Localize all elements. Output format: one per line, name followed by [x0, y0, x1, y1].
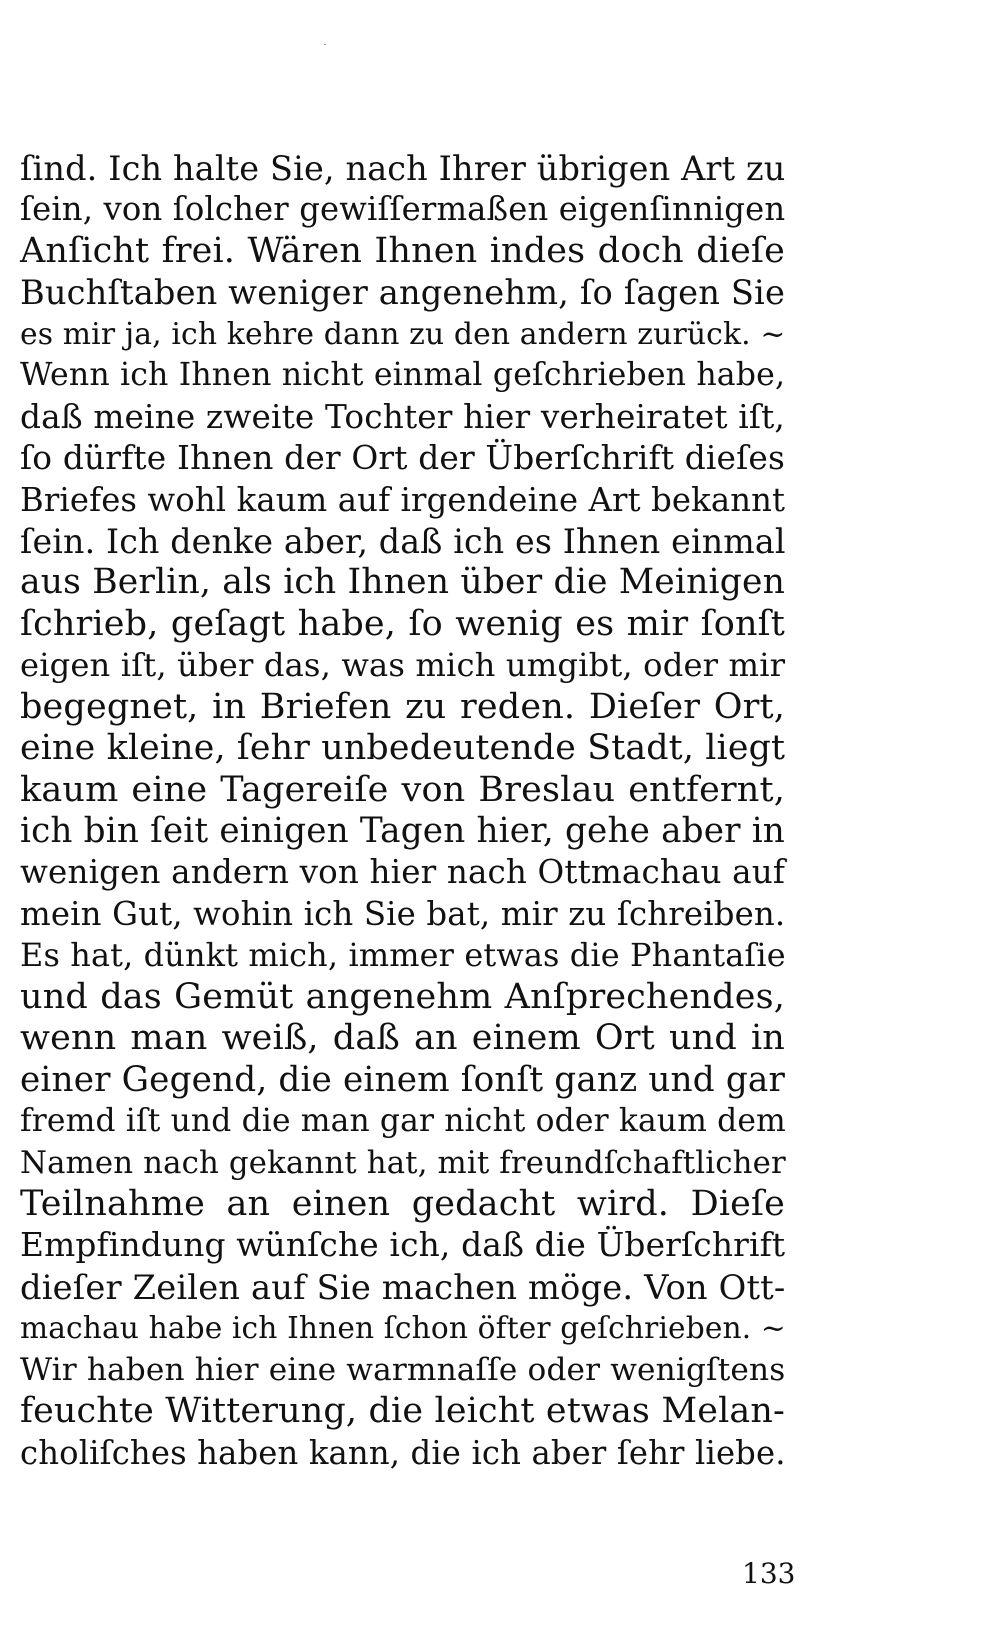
text-line-12: ſchrieb, geſagt habe, ſo wenig es mir ſonſt	[20, 603, 785, 644]
text-line-16: kaum eine Tagereiſe von Breslau entfernt,	[20, 769, 785, 810]
text-line-7: daß meine zweite Tochter hier verheiratet iſt,	[20, 397, 785, 436]
text-line-2: ſein, von ſolcher gewiſſermaßen eigenſinnigen	[20, 190, 786, 229]
text-line-25: Namen nach gekannt hat, mit freundſchaftlicher	[20, 1144, 786, 1181]
text-line-6: Wenn ich Ihnen nicht einmal geſchrieben habe,	[20, 357, 786, 394]
text-line-26: Teilnahme an einen gedacht wird. Dieſe	[20, 1183, 785, 1224]
text-line-32: choliſches haben kann, die ich aber ſehr liebe.	[20, 1433, 786, 1472]
text-line-10: ſein. Ich denke aber, daß ich es Ihnen einmal	[20, 521, 786, 561]
text-line-4: Buchſtaben weniger angenehm, ſo ſagen Sie	[20, 273, 785, 313]
text-line-24: fremd iſt und die man gar nicht oder kaum dem	[20, 1103, 786, 1140]
scan-speck	[324, 44, 326, 45]
text-line-11: aus Berlin, als ich Ihnen über die Meinigen	[20, 562, 786, 603]
text-line-20: Es hat, dünkt mich, immer etwas die Phantaſie	[20, 936, 786, 975]
text-line-27: Empfindung wünſche ich, daß die Überſchrift	[20, 1226, 786, 1265]
page-number: 133	[742, 1557, 796, 1590]
text-line-31: feuchte Witterung, die leicht etwas Melan-	[20, 1391, 785, 1432]
text-line-30: Wir haben hier eine warmnaſſe oder wenigſtens	[20, 1351, 786, 1388]
text-line-5: es mir ja, ich kehre dann zu den andern zurück. ~	[20, 316, 786, 352]
text-line-3: Anſicht frei. Wären Ihnen indes doch dieſe	[20, 230, 785, 271]
text-line-17: ich bin ſeit einigen Tagen hier, gehe aber in	[20, 811, 785, 851]
text-line-29: machau habe ich Ihnen ſchon öfter geſchrieben. ~	[20, 1311, 786, 1346]
body-text	[20, 148, 785, 1474]
text-line-18: wenigen andern von hier nach Ottmachau auf	[20, 853, 786, 892]
text-line-1: ſind. Ich halte Sie, nach Ihrer übrigen Art zu	[20, 149, 786, 188]
text-line-14: begegnet, in Briefen zu reden. Dieſer Ort,	[20, 686, 785, 727]
text-line-13: eigen iſt, über das, was mich umgibt, oder mir	[20, 646, 786, 685]
text-line-28: dieſer Zeilen auf Sie machen möge. Von Ott-	[20, 1267, 786, 1307]
text-line-9: Briefes wohl kaum auf irgendeine Art bekannt	[20, 480, 786, 519]
text-line-22: wenn man weiß, daß an einem Ort und in	[20, 1018, 785, 1059]
text-line-21: und das Gemüt angenehm Anſprechendes,	[20, 976, 785, 1017]
text-line-23: einer Gegend, die einem ſonſt ganz und gar	[20, 1059, 785, 1100]
text-line-15: eine kleine, ſehr unbedeutende Stadt, liegt	[20, 728, 786, 769]
text-line-8: ſo dürfte Ihnen der Ort der Überſchrift dieſes	[20, 439, 785, 478]
text-line-19: mein Gut, wohin ich Sie bat, mir zu ſchreiben.	[20, 894, 786, 933]
